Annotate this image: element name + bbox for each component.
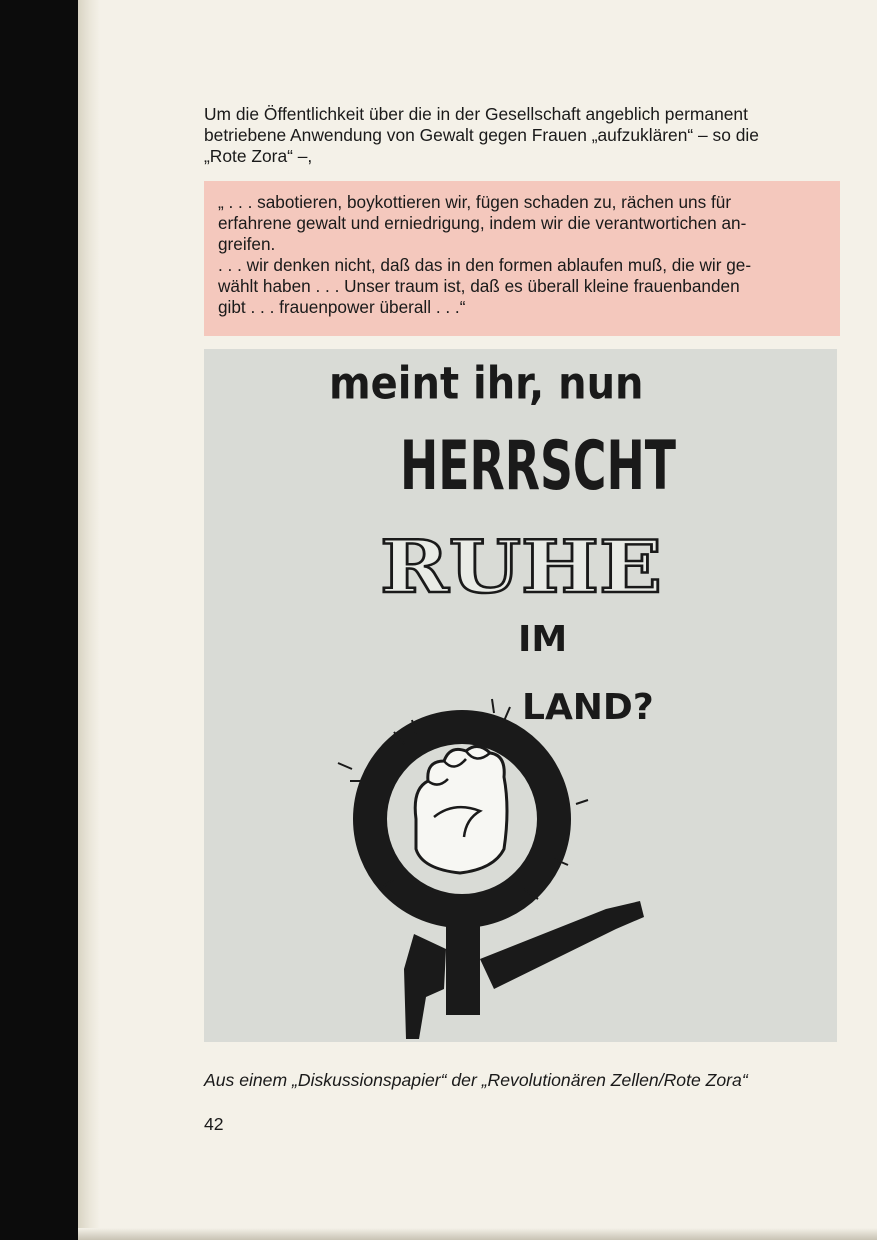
page-bottom-edge bbox=[78, 1228, 877, 1240]
poster-outlined-word: RUHE bbox=[380, 524, 662, 609]
quote-line: „ . . . sabotieren, boykottieren wir, fügen schaden zu, rächen uns für bbox=[218, 192, 732, 212]
page-number: 42 bbox=[204, 1114, 224, 1134]
book-spine-shadow bbox=[0, 0, 78, 1240]
raised-fist-icon bbox=[415, 746, 507, 873]
intro-line: betriebene Anwendung von Gewalt gegen Frauen „aufzuklären“ – so die bbox=[204, 125, 759, 145]
poster-headline-large: HERRSCHT bbox=[400, 427, 677, 506]
quote-line: erfahrene gewalt und erniedrigung, indem wir die verantwortichen an- bbox=[218, 213, 747, 233]
venus-fist-icon bbox=[338, 699, 644, 1039]
page-gutter bbox=[78, 0, 100, 1240]
poster-word-land: LAND? bbox=[522, 687, 654, 728]
quote-line: wählt haben . . . Unser traum ist, daß es überall kleine frauenbanden bbox=[218, 276, 740, 296]
poster-headline-small: meint ihr, nun bbox=[329, 358, 644, 410]
poster-svg bbox=[204, 349, 837, 1042]
poster-word-im: IM bbox=[518, 619, 568, 660]
intro-line: Um die Öffentlichkeit über die in der Gesellschaft angeblich permanent bbox=[204, 104, 748, 124]
quote-paragraph-1 bbox=[218, 192, 828, 255]
figure-caption: Aus einem „Diskussionspapier“ der „Revolutionären Zellen/Rote Zora“ bbox=[204, 1070, 748, 1090]
poster-illustration bbox=[204, 349, 837, 1042]
quote-line: . . . wir denken nicht, daß das in den formen ablaufen muß, die wir ge- bbox=[218, 255, 752, 275]
quote-line: gibt . . . frauenpower überall . . .“ bbox=[218, 297, 466, 317]
intro-paragraph bbox=[204, 104, 844, 167]
quote-paragraph-2 bbox=[218, 255, 828, 318]
highlighted-quote bbox=[204, 181, 840, 336]
quote-line: greifen. bbox=[218, 234, 276, 254]
intro-line: „Rote Zora“ –, bbox=[204, 146, 313, 166]
